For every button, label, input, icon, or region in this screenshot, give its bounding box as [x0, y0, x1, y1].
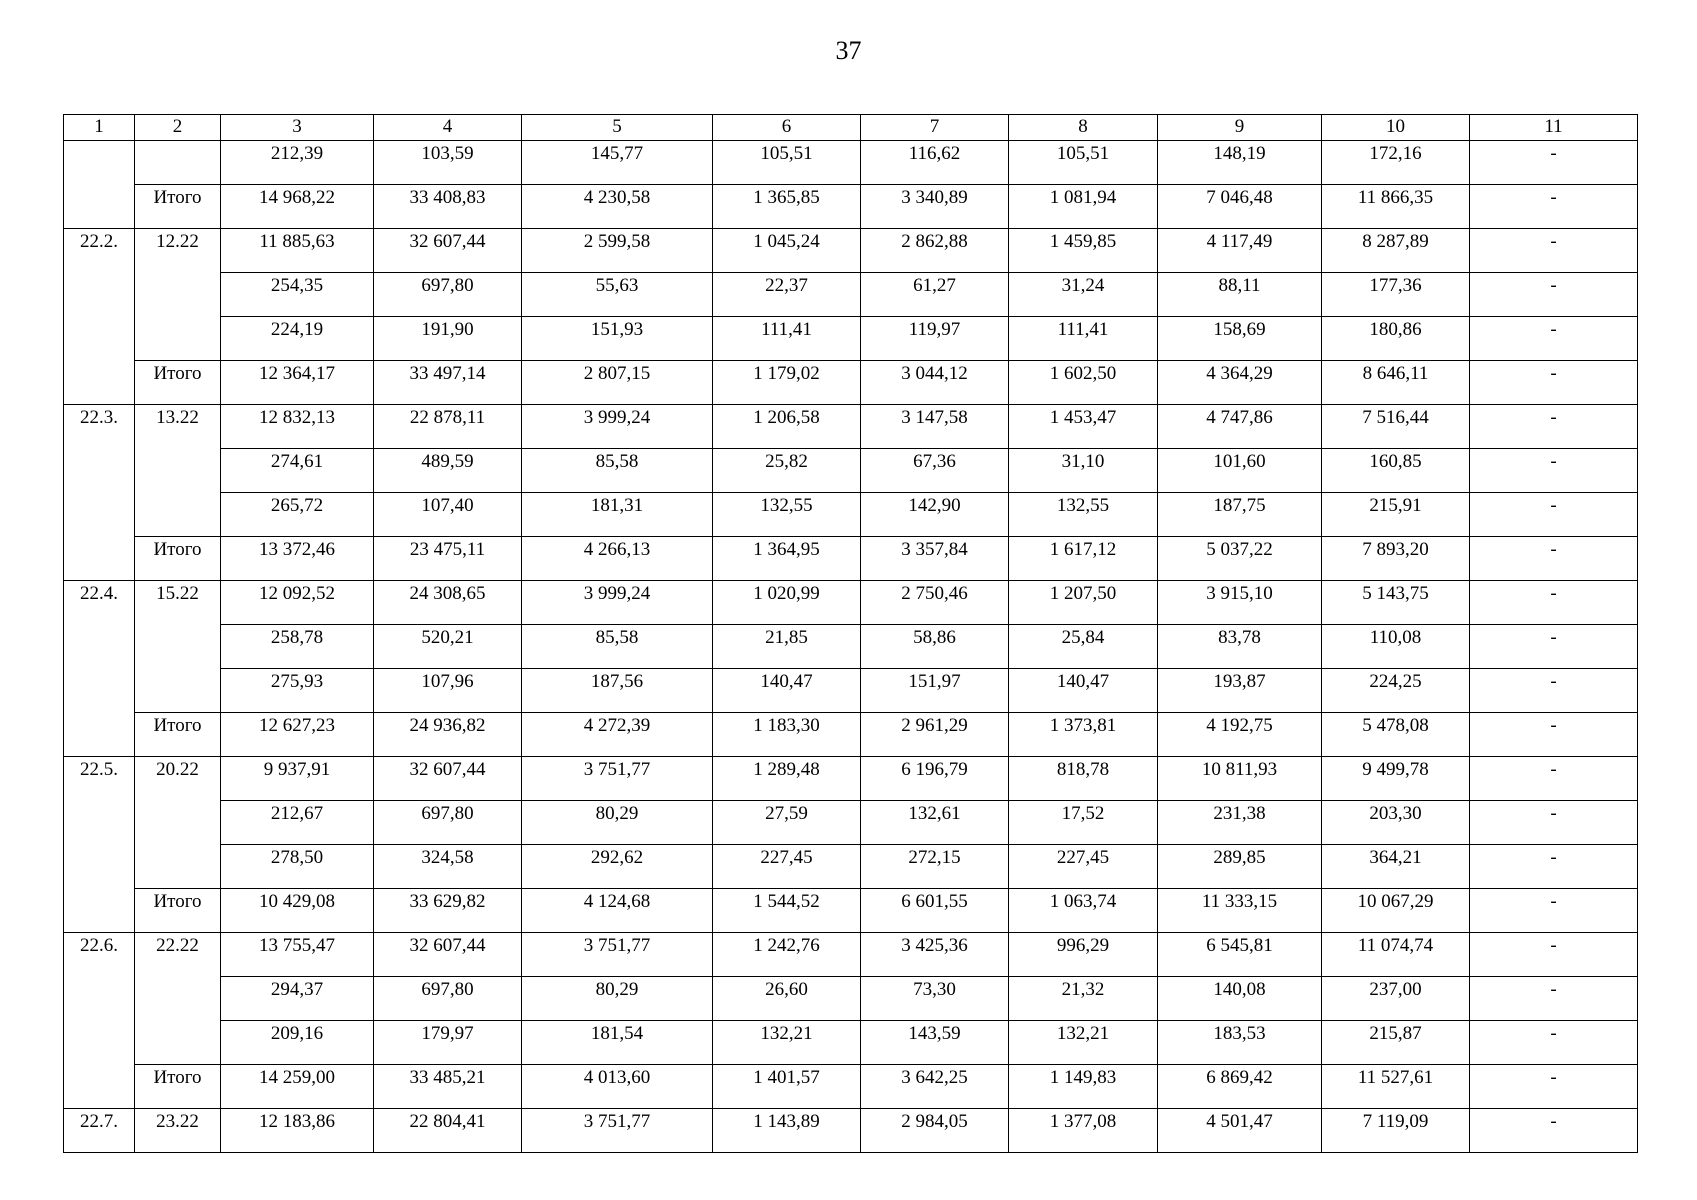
value-cell: 148,19: [1158, 141, 1322, 185]
table-row: [64, 185, 1638, 229]
value-cell: 140,47: [1009, 669, 1158, 713]
value-cell: 1 459,85: [1009, 229, 1158, 273]
value-cell: 8 646,11: [1322, 361, 1470, 405]
value-cell: 3 425,36: [861, 933, 1009, 977]
value-cell: 13 755,47: [221, 933, 374, 977]
value-cell: 212,67: [221, 801, 374, 845]
value-cell: 22 878,11: [374, 405, 522, 449]
value-cell: 14 259,00: [221, 1065, 374, 1109]
value-cell: -: [1470, 669, 1638, 713]
table-row: [64, 537, 1638, 581]
value-cell: 489,59: [374, 449, 522, 493]
value-cell: 7 893,20: [1322, 537, 1470, 581]
value-cell: 11 885,63: [221, 229, 374, 273]
value-cell: 132,21: [713, 1021, 861, 1065]
value-cell: 364,21: [1322, 845, 1470, 889]
value-cell: 151,97: [861, 669, 1009, 713]
value-cell: -: [1470, 933, 1638, 977]
value-cell: 818,78: [1009, 757, 1158, 801]
value-cell: -: [1470, 581, 1638, 625]
value-cell: 1 602,50: [1009, 361, 1158, 405]
value-cell: 3 751,77: [522, 933, 713, 977]
value-cell: 12 832,13: [221, 405, 374, 449]
column-number-cell: 3: [221, 115, 374, 141]
value-cell: 227,45: [1009, 845, 1158, 889]
table-row: [64, 933, 1638, 977]
value-cell: 1 149,83: [1009, 1065, 1158, 1109]
value-cell: 105,51: [713, 141, 861, 185]
page-number: 37: [835, 36, 862, 65]
value-cell: 10 811,93: [1158, 757, 1322, 801]
value-cell: 12 627,23: [221, 713, 374, 757]
row-id-cell: 22.7.: [64, 1109, 135, 1153]
value-cell: 73,30: [861, 977, 1009, 1021]
row-label-cell: Итого: [135, 185, 221, 229]
row-code-cell: 22.22: [135, 933, 221, 1065]
column-number-row: [64, 115, 1638, 141]
value-cell: 22 804,41: [374, 1109, 522, 1153]
value-cell: 1 373,81: [1009, 713, 1158, 757]
value-cell: -: [1470, 317, 1638, 361]
value-cell: 2 862,88: [861, 229, 1009, 273]
value-cell: 1 081,94: [1009, 185, 1158, 229]
value-cell: 3 044,12: [861, 361, 1009, 405]
value-cell: 1 207,50: [1009, 581, 1158, 625]
row-id-cell: 22.3.: [64, 405, 135, 581]
table-row: [64, 977, 1638, 1021]
value-cell: 294,37: [221, 977, 374, 1021]
value-cell: 209,16: [221, 1021, 374, 1065]
value-cell: 258,78: [221, 625, 374, 669]
value-cell: 187,56: [522, 669, 713, 713]
value-cell: 83,78: [1158, 625, 1322, 669]
value-cell: 13 372,46: [221, 537, 374, 581]
value-cell: 2 750,46: [861, 581, 1009, 625]
value-cell: 180,86: [1322, 317, 1470, 361]
value-cell: 132,55: [713, 493, 861, 537]
value-cell: 6 545,81: [1158, 933, 1322, 977]
value-cell: 33 408,83: [374, 185, 522, 229]
value-cell: 12 183,86: [221, 1109, 374, 1153]
value-cell: 103,59: [374, 141, 522, 185]
value-cell: 2 984,05: [861, 1109, 1009, 1153]
value-cell: 179,97: [374, 1021, 522, 1065]
value-cell: -: [1470, 273, 1638, 317]
value-cell: 33 497,14: [374, 361, 522, 405]
table-row: [64, 581, 1638, 625]
value-cell: 2 961,29: [861, 713, 1009, 757]
row-label-cell: Итого: [135, 889, 221, 933]
value-cell: 4 117,49: [1158, 229, 1322, 273]
value-cell: 3 147,58: [861, 405, 1009, 449]
row-code-cell: 23.22: [135, 1109, 221, 1153]
value-cell: 237,00: [1322, 977, 1470, 1021]
value-cell: 85,58: [522, 449, 713, 493]
table-row: [64, 757, 1638, 801]
column-number-cell: 1: [64, 115, 135, 141]
value-cell: 1 020,99: [713, 581, 861, 625]
value-cell: -: [1470, 141, 1638, 185]
row-code-cell: [135, 141, 221, 185]
value-cell: 224,25: [1322, 669, 1470, 713]
row-code-cell: 20.22: [135, 757, 221, 889]
value-cell: 697,80: [374, 273, 522, 317]
value-cell: 1 377,08: [1009, 1109, 1158, 1153]
value-cell: 6 601,55: [861, 889, 1009, 933]
value-cell: 6 869,42: [1158, 1065, 1322, 1109]
value-cell: 193,87: [1158, 669, 1322, 713]
value-cell: 265,72: [221, 493, 374, 537]
value-cell: 3 751,77: [522, 1109, 713, 1153]
row-id-cell: 22.5.: [64, 757, 135, 933]
value-cell: 132,61: [861, 801, 1009, 845]
value-cell: 58,86: [861, 625, 1009, 669]
table-row: [64, 801, 1638, 845]
value-cell: 4 747,86: [1158, 405, 1322, 449]
value-cell: 32 607,44: [374, 757, 522, 801]
value-cell: 33 629,82: [374, 889, 522, 933]
table-row: [64, 361, 1638, 405]
value-cell: 145,77: [522, 141, 713, 185]
value-cell: 4 230,58: [522, 185, 713, 229]
value-cell: 289,85: [1158, 845, 1322, 889]
value-cell: 181,31: [522, 493, 713, 537]
value-cell: 80,29: [522, 977, 713, 1021]
value-cell: 1 179,02: [713, 361, 861, 405]
value-cell: 142,90: [861, 493, 1009, 537]
value-cell: -: [1470, 1109, 1638, 1153]
value-cell: 275,93: [221, 669, 374, 713]
value-cell: 14 968,22: [221, 185, 374, 229]
table-row: [64, 141, 1638, 185]
value-cell: 27,59: [713, 801, 861, 845]
value-cell: 107,40: [374, 493, 522, 537]
value-cell: 160,85: [1322, 449, 1470, 493]
value-cell: 1 063,74: [1009, 889, 1158, 933]
value-cell: 1 206,58: [713, 405, 861, 449]
value-cell: 7 119,09: [1322, 1109, 1470, 1153]
value-cell: 9 499,78: [1322, 757, 1470, 801]
row-id-cell: 22.4.: [64, 581, 135, 757]
value-cell: 1 242,76: [713, 933, 861, 977]
value-cell: 2 599,58: [522, 229, 713, 273]
value-cell: 23 475,11: [374, 537, 522, 581]
value-cell: 4 266,13: [522, 537, 713, 581]
row-code-cell: 15.22: [135, 581, 221, 713]
row-label-cell: Итого: [135, 361, 221, 405]
value-cell: 33 485,21: [374, 1065, 522, 1109]
value-cell: 61,27: [861, 273, 1009, 317]
value-cell: -: [1470, 757, 1638, 801]
column-number-cell: 5: [522, 115, 713, 141]
value-cell: 274,61: [221, 449, 374, 493]
value-cell: 996,29: [1009, 933, 1158, 977]
value-cell: 8 287,89: [1322, 229, 1470, 273]
value-cell: 31,24: [1009, 273, 1158, 317]
value-cell: 4 364,29: [1158, 361, 1322, 405]
value-cell: 6 196,79: [861, 757, 1009, 801]
value-cell: 31,10: [1009, 449, 1158, 493]
value-cell: 697,80: [374, 801, 522, 845]
value-cell: 4 501,47: [1158, 1109, 1322, 1153]
value-cell: 11 333,15: [1158, 889, 1322, 933]
table-row: [64, 669, 1638, 713]
value-cell: 1 183,30: [713, 713, 861, 757]
column-number-cell: 8: [1009, 115, 1158, 141]
value-cell: 3 340,89: [861, 185, 1009, 229]
value-cell: 158,69: [1158, 317, 1322, 361]
value-cell: -: [1470, 1021, 1638, 1065]
value-cell: 10 429,08: [221, 889, 374, 933]
row-id-cell: [64, 141, 135, 229]
column-number-cell: 2: [135, 115, 221, 141]
value-cell: 67,36: [861, 449, 1009, 493]
value-cell: 143,59: [861, 1021, 1009, 1065]
value-cell: -: [1470, 1065, 1638, 1109]
value-cell: 1 617,12: [1009, 537, 1158, 581]
value-cell: 1 143,89: [713, 1109, 861, 1153]
value-cell: 21,32: [1009, 977, 1158, 1021]
value-cell: 7 046,48: [1158, 185, 1322, 229]
value-cell: 116,62: [861, 141, 1009, 185]
value-cell: 22,37: [713, 273, 861, 317]
value-cell: -: [1470, 405, 1638, 449]
table-row: [64, 889, 1638, 933]
value-cell: 107,96: [374, 669, 522, 713]
value-cell: 4 124,68: [522, 889, 713, 933]
value-cell: -: [1470, 801, 1638, 845]
value-cell: 254,35: [221, 273, 374, 317]
value-cell: 697,80: [374, 977, 522, 1021]
value-cell: 24 308,65: [374, 581, 522, 625]
value-cell: 24 936,82: [374, 713, 522, 757]
value-cell: 1 289,48: [713, 757, 861, 801]
row-label-cell: Итого: [135, 713, 221, 757]
value-cell: -: [1470, 185, 1638, 229]
value-cell: 119,97: [861, 317, 1009, 361]
value-cell: 9 937,91: [221, 757, 374, 801]
value-cell: 25,82: [713, 449, 861, 493]
value-cell: 4 272,39: [522, 713, 713, 757]
value-cell: 278,50: [221, 845, 374, 889]
value-cell: -: [1470, 449, 1638, 493]
value-cell: 17,52: [1009, 801, 1158, 845]
value-cell: -: [1470, 537, 1638, 581]
value-cell: 26,60: [713, 977, 861, 1021]
value-cell: -: [1470, 977, 1638, 1021]
value-cell: 4 192,75: [1158, 713, 1322, 757]
table-row: [64, 845, 1638, 889]
value-cell: -: [1470, 625, 1638, 669]
value-cell: 3 915,10: [1158, 581, 1322, 625]
value-cell: 187,75: [1158, 493, 1322, 537]
column-number-cell: 10: [1322, 115, 1470, 141]
value-cell: 172,16: [1322, 141, 1470, 185]
row-label-cell: Итого: [135, 537, 221, 581]
value-cell: 32 607,44: [374, 933, 522, 977]
value-cell: 1 401,57: [713, 1065, 861, 1109]
row-code-cell: 13.22: [135, 405, 221, 537]
value-cell: 140,47: [713, 669, 861, 713]
value-cell: 110,08: [1322, 625, 1470, 669]
value-cell: 25,84: [1009, 625, 1158, 669]
value-cell: 272,15: [861, 845, 1009, 889]
value-cell: 12 092,52: [221, 581, 374, 625]
table-row: [64, 1109, 1638, 1153]
value-cell: 111,41: [713, 317, 861, 361]
value-cell: 324,58: [374, 845, 522, 889]
value-cell: 151,93: [522, 317, 713, 361]
value-cell: 140,08: [1158, 977, 1322, 1021]
value-cell: 2 807,15: [522, 361, 713, 405]
value-cell: 520,21: [374, 625, 522, 669]
value-cell: 105,51: [1009, 141, 1158, 185]
table-row: [64, 493, 1638, 537]
table-row: [64, 1065, 1638, 1109]
value-cell: 5 143,75: [1322, 581, 1470, 625]
value-cell: 227,45: [713, 845, 861, 889]
value-cell: 80,29: [522, 801, 713, 845]
table-row: [64, 317, 1638, 361]
value-cell: 101,60: [1158, 449, 1322, 493]
value-cell: 215,91: [1322, 493, 1470, 537]
value-cell: 12 364,17: [221, 361, 374, 405]
value-cell: -: [1470, 493, 1638, 537]
value-cell: 111,41: [1009, 317, 1158, 361]
row-label-cell: Итого: [135, 1065, 221, 1109]
value-cell: 3 999,24: [522, 405, 713, 449]
column-number-cell: 11: [1470, 115, 1638, 141]
value-cell: 1 364,95: [713, 537, 861, 581]
value-cell: 5 478,08: [1322, 713, 1470, 757]
value-cell: -: [1470, 889, 1638, 933]
value-cell: 212,39: [221, 141, 374, 185]
value-cell: 132,21: [1009, 1021, 1158, 1065]
column-number-cell: 9: [1158, 115, 1322, 141]
table-row: [64, 625, 1638, 669]
value-cell: 11 074,74: [1322, 933, 1470, 977]
value-cell: 11 866,35: [1322, 185, 1470, 229]
value-cell: 292,62: [522, 845, 713, 889]
value-cell: -: [1470, 845, 1638, 889]
value-cell: 183,53: [1158, 1021, 1322, 1065]
table-row: [64, 273, 1638, 317]
row-id-cell: 22.6.: [64, 933, 135, 1109]
value-cell: 10 067,29: [1322, 889, 1470, 933]
value-cell: 3 751,77: [522, 757, 713, 801]
data-table: [63, 114, 1638, 1153]
value-cell: 5 037,22: [1158, 537, 1322, 581]
value-cell: 55,63: [522, 273, 713, 317]
value-cell: 203,30: [1322, 801, 1470, 845]
value-cell: -: [1470, 361, 1638, 405]
column-number-cell: 7: [861, 115, 1009, 141]
value-cell: 3 357,84: [861, 537, 1009, 581]
row-id-cell: 22.2.: [64, 229, 135, 405]
value-cell: 132,55: [1009, 493, 1158, 537]
value-cell: 85,58: [522, 625, 713, 669]
value-cell: 11 527,61: [1322, 1065, 1470, 1109]
value-cell: 32 607,44: [374, 229, 522, 273]
value-cell: 231,38: [1158, 801, 1322, 845]
value-cell: 21,85: [713, 625, 861, 669]
value-cell: 1 544,52: [713, 889, 861, 933]
value-cell: 181,54: [522, 1021, 713, 1065]
column-number-cell: 4: [374, 115, 522, 141]
value-cell: 3 999,24: [522, 581, 713, 625]
table-row: [64, 713, 1638, 757]
value-cell: 224,19: [221, 317, 374, 361]
column-number-cell: 6: [713, 115, 861, 141]
value-cell: 88,11: [1158, 273, 1322, 317]
value-cell: 1 365,85: [713, 185, 861, 229]
table-row: [64, 229, 1638, 273]
value-cell: 191,90: [374, 317, 522, 361]
row-code-cell: 12.22: [135, 229, 221, 361]
value-cell: 1 453,47: [1009, 405, 1158, 449]
table-body: [64, 115, 1638, 1153]
value-cell: -: [1470, 229, 1638, 273]
value-cell: 3 642,25: [861, 1065, 1009, 1109]
value-cell: 7 516,44: [1322, 405, 1470, 449]
value-cell: 4 013,60: [522, 1065, 713, 1109]
value-cell: 215,87: [1322, 1021, 1470, 1065]
value-cell: 1 045,24: [713, 229, 861, 273]
value-cell: -: [1470, 713, 1638, 757]
table-row: [64, 405, 1638, 449]
table-row: [64, 449, 1638, 493]
table-row: [64, 1021, 1638, 1065]
value-cell: 177,36: [1322, 273, 1470, 317]
